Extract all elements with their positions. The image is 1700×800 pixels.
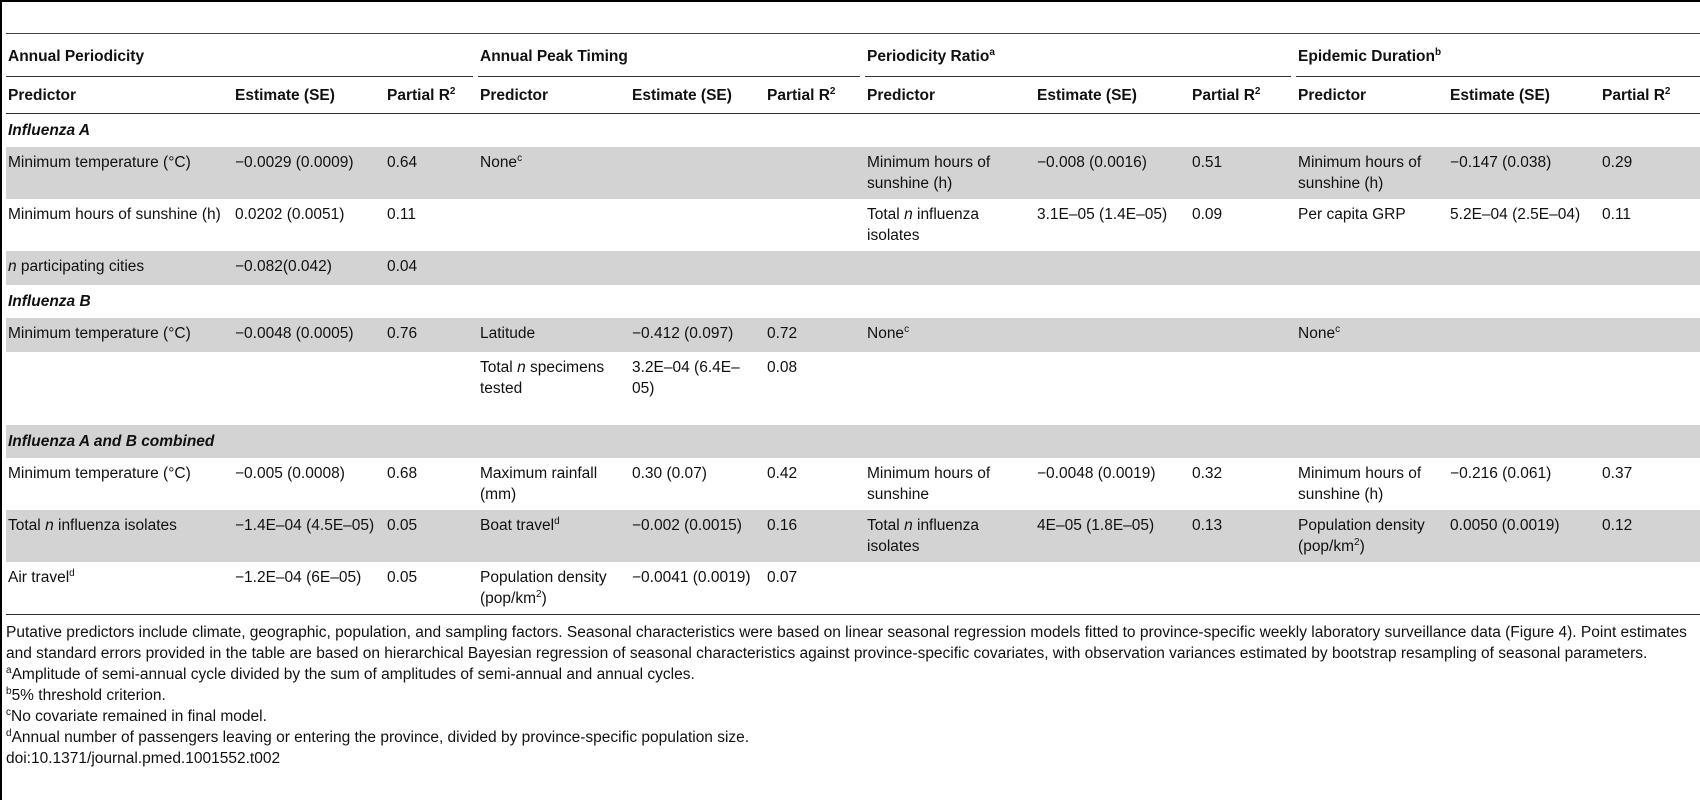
doi-link[interactable]: doi:10.1371/journal.pmed.1001552.t002 (6, 750, 281, 767)
col-predictor: Predictor (865, 77, 1035, 114)
predictor-cell: None$^c$ (865, 318, 1035, 352)
predictor-cell: Total n specimens tested (480, 359, 605, 397)
estimate-cell: −0.082(0.042) (233, 251, 385, 285)
table-caption: Putative predictors include climate, geographic, population, and sampling factors. Seasonal characteristics were based on linear seasonal regression models fitted to province-specific weekly laboratory surveillance data (Figure 4). Point estimates and standard errors provided in the table are based on hierarchical Bayesian regression of seasonal characteristics against province-specific covariates, with observation variances estimated by bootstrap resampling of seasonal parameters. (6, 624, 1687, 662)
predictor-cell: Boat travel$^d$ (478, 510, 630, 562)
section-row-influenza-a (6, 114, 1700, 148)
estimate-cell: −1.4E–04 (4.5E–05) (233, 510, 385, 562)
partial-r2-cell: 0.05 (385, 562, 473, 615)
column-header-row (6, 77, 1700, 114)
footnote-d: $^d$Annual number of passengers leaving or entering the province, divided by province-specific population size. (6, 727, 750, 746)
estimate-cell: −0.412 (0.097) (630, 318, 765, 352)
group-epidemic-duration: Epidemic Duration$^b$ (1296, 34, 1700, 77)
table-row (6, 562, 1700, 615)
partial-r2-cell: 0.64 (385, 147, 473, 199)
estimate-cell: −0.008 (0.0016) (1035, 147, 1190, 199)
estimate-cell: 3.1E–05 (1.4E–05) (1037, 206, 1168, 223)
footnote-b: $^b$5% threshold criterion. (6, 685, 166, 704)
col-estimate: Estimate (SE) (1035, 77, 1190, 114)
table-row (6, 318, 1700, 352)
estimate-cell: −0.0029 (0.0009) (233, 147, 385, 199)
group-periodicity-ratio: Periodicity Ratio$^a$ (865, 34, 1291, 77)
partial-r2-cell (765, 147, 860, 199)
col-partial-r2: Partial $R^2$ (765, 77, 860, 114)
estimate-cell: 0.0050 (0.0019) (1448, 510, 1600, 562)
partial-r2-cell: 0.29 (1600, 147, 1700, 199)
col-partial-r2: Partial $R^2$ (1600, 77, 1700, 114)
predictor-cell: Minimum hours of sunshine (h) (8, 206, 221, 223)
group-header-row (6, 34, 1700, 77)
estimate-cell: 4E–05 (1.8E–05) (1035, 510, 1190, 562)
predictor-cell: Minimum temperature (°C) (6, 147, 233, 199)
predictor-cell: Population density $(pop/km^2)$ (478, 562, 630, 615)
estimate-cell: −0.216 (0.061) (1450, 465, 1552, 482)
partial-r2-cell: 0.08 (767, 359, 798, 376)
col-estimate: Estimate (SE) (1448, 77, 1600, 114)
estimate-cell: 5.2E–04 (2.5E–04) (1450, 206, 1581, 223)
estimate-cell: −0.002 (0.0015) (630, 510, 765, 562)
predictor-cell: Per capita GRP (1298, 206, 1406, 223)
partial-r2-cell: 0.72 (765, 318, 860, 352)
estimate-cell: −0.005 (0.0008) (235, 465, 345, 482)
estimate-cell: 0.30 (0.07) (632, 465, 707, 482)
partial-r2-cell: 0.16 (765, 510, 860, 562)
predictor-cell: Minimum temperature (°C) (6, 318, 233, 352)
section-label: Influenza A (8, 122, 91, 139)
table-footer (6, 622, 1696, 769)
partial-r2-cell: 0.09 (1192, 206, 1223, 223)
partial-r2-cell: 0.07 (765, 562, 860, 615)
predictor-cell: None$^c$ (478, 147, 630, 199)
section-row-influenza-b (6, 285, 1700, 318)
table-row (6, 458, 1700, 510)
predictor-cell: Latitude (478, 318, 630, 352)
table-row (6, 510, 1700, 562)
footnote-a: $^a$Amplitude of semi-annual cycle divided by the sum of amplitudes of semi-annual and annual cycles. (6, 664, 695, 683)
predictor-cell: Minimum hours of sunshine (h) (1296, 147, 1448, 199)
table-row (6, 147, 1700, 199)
table-row (6, 251, 1700, 285)
table-row (6, 199, 1700, 251)
footnote-c: $^c$No covariate remained in final model. (6, 706, 267, 725)
section-row-influenza-ab (6, 425, 1700, 458)
col-partial-r2: Partial $R^2$ (385, 77, 473, 114)
predictor-cell: n participating cities (6, 251, 233, 285)
table-row (6, 352, 1700, 425)
section-label: Influenza A and B combined (6, 425, 1700, 458)
estimate-cell: 0.0202 (0.0051) (235, 206, 345, 223)
predictor-cell: Minimum hours of sunshine (867, 465, 991, 503)
estimate-cell: 3.2E–04 (6.4E–05) (632, 359, 740, 397)
partial-r2-cell: 0.51 (1190, 147, 1291, 199)
estimate-cell: −0.0048 (0.0019) (1037, 465, 1156, 482)
section-label: Influenza B (8, 293, 91, 310)
predictor-cell: Air travel$^d$ (6, 562, 233, 615)
seasonal-predictors-table (6, 33, 1700, 615)
partial-r2-cell: 0.42 (767, 465, 798, 482)
estimate-cell (630, 147, 765, 199)
predictor-cell: Minimum hours of sunshine (h) (1298, 465, 1422, 503)
predictor-cell: Total n influenza isolates (865, 510, 1035, 562)
partial-r2-cell: 0.11 (1602, 206, 1632, 223)
col-estimate: Estimate (SE) (233, 77, 385, 114)
estimate-cell: −1.2E–04 (6E–05) (233, 562, 385, 615)
col-predictor: Predictor (1296, 77, 1448, 114)
partial-r2-cell: 0.13 (1190, 510, 1291, 562)
predictor-cell: Total n influenza isolates (867, 206, 980, 244)
estimate-cell: −0.147 (0.038) (1448, 147, 1600, 199)
group-annual-peak-timing: Annual Peak Timing (478, 34, 860, 77)
predictor-cell: None$^c$ (1296, 318, 1448, 352)
partial-r2-cell: 0.05 (385, 510, 473, 562)
col-estimate: Estimate (SE) (630, 77, 765, 114)
col-predictor: Predictor (6, 77, 233, 114)
partial-r2-cell: 0.68 (387, 465, 418, 482)
partial-r2-cell: 0.37 (1602, 465, 1633, 482)
partial-r2-cell: 0.76 (385, 318, 473, 352)
predictor-cell: Maximum rainfall (mm) (480, 465, 598, 503)
predictor-cell: Minimum hours of sunshine (h) (865, 147, 1035, 199)
col-partial-r2: Partial $R^2$ (1190, 77, 1291, 114)
group-annual-periodicity: Annual Periodicity (6, 34, 473, 77)
partial-r2-cell: 0.04 (385, 251, 473, 285)
col-predictor: Predictor (478, 77, 630, 114)
estimate-cell: −0.0041 (0.0019) (630, 562, 765, 615)
estimate-cell: −0.0048 (0.0005) (233, 318, 385, 352)
predictor-cell: Population density $(pop/km^2)$ (1296, 510, 1448, 562)
partial-r2-cell: 0.12 (1600, 510, 1700, 562)
predictor-cell: Minimum temperature (°C) (8, 465, 191, 482)
predictor-cell: Total n influenza isolates (6, 510, 233, 562)
partial-r2-cell: 0.11 (387, 206, 417, 223)
partial-r2-cell: 0.32 (1192, 465, 1223, 482)
